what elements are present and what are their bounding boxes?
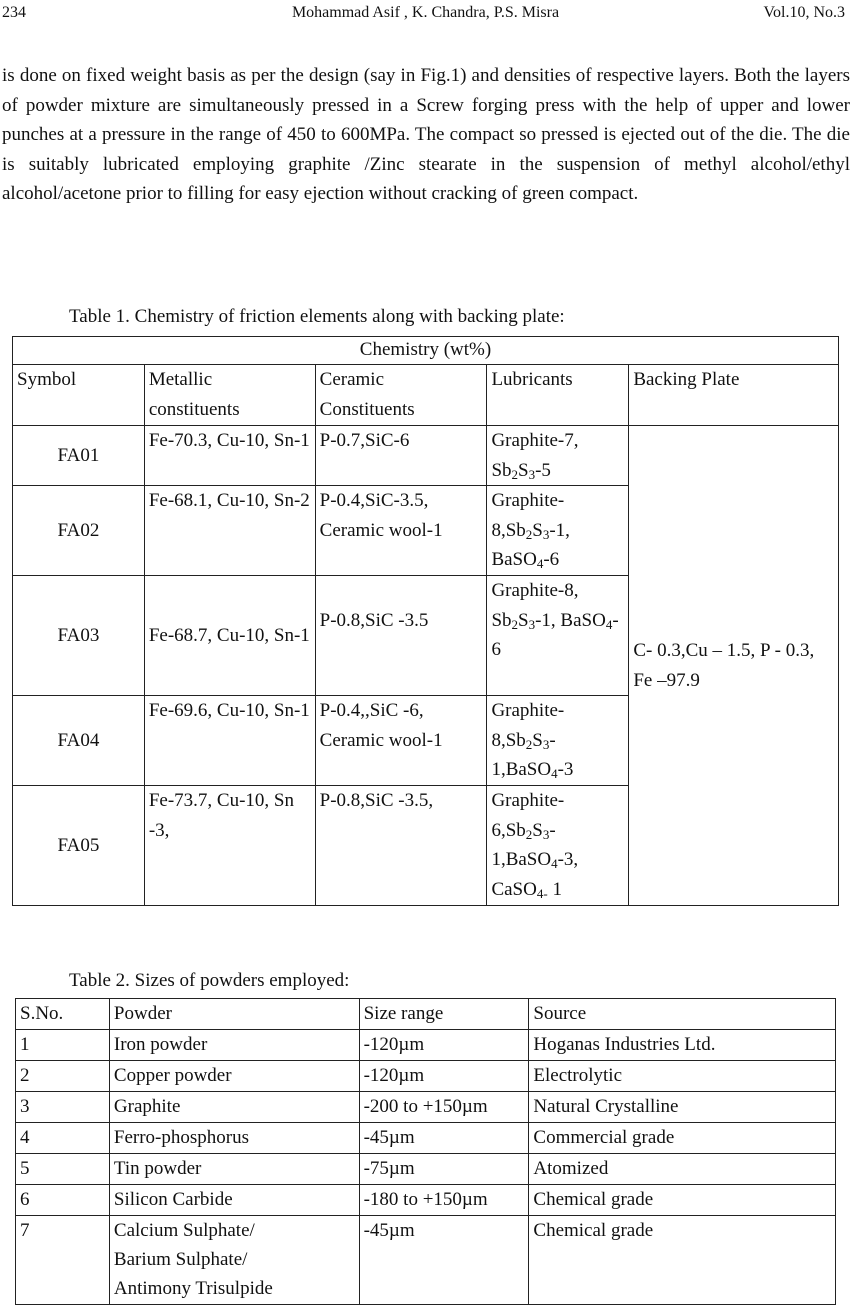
sno-cell: 1: [16, 1030, 110, 1061]
powder-cell: Copper powder: [109, 1061, 359, 1092]
table1-chemistry: [12, 336, 839, 906]
table-row: [16, 1030, 836, 1061]
powder-cell: Iron powder: [109, 1030, 359, 1061]
table-row: [16, 1092, 836, 1123]
table1-group-header: Chemistry (wt%): [13, 337, 839, 365]
volume-info: Vol.10, No.3: [763, 4, 845, 21]
symbol-cell: FA02: [13, 486, 145, 576]
header-metallic-line2: constituents: [148, 398, 240, 420]
powder-cell: Silicon Carbide: [109, 1185, 359, 1216]
source-cell: Hoganas Industries Ltd.: [529, 1030, 836, 1061]
table2-header-powder: Powder: [109, 999, 359, 1030]
size-cell: -75µm: [359, 1154, 529, 1185]
sno-cell: 4: [16, 1123, 110, 1154]
lubricants-cell: Graphite-8, $Sb_2S_3-1$, BaSO$_4$-6: [487, 576, 629, 696]
body-paragraph: is done on fixed weight basis as per the design (say in Fig.1) and densities of respective layers. Both the layers of powder mixture are simultaneously pressed in a Screw forging press with the help of upper and lower punches at a pressure in the range of 450 to 600MPa. The compact so pressed is ejected out of the die. The die is suitably lubricated employing graphite /Zinc stearate in the suspension of methyl alcohol/ethyl alcohol/acetone prior to filling for easy ejection without cracking of green compact.: [2, 65, 850, 204]
lubricants-cell: Graphite-7, $Sb_2S_3-5$: [487, 426, 629, 486]
sno-cell: 6: [16, 1185, 110, 1216]
powder-line1: Calcium Sulphate/: [113, 1220, 255, 1241]
table1-caption: Table 1. Chemistry of friction elements along with backing plate:: [69, 306, 565, 327]
sno-cell: 5: [16, 1154, 110, 1185]
metallic-cell: Fe-73.7, Cu-10, Sn -3,: [144, 786, 315, 906]
table1-header-ceramic: [315, 365, 487, 426]
ceramic-cell: P-0.7,SiC-6: [315, 426, 487, 486]
lubricants-cell: Graphite- $8,Sb_2S_3-$ 1,BaSO$_4$-3: [487, 696, 629, 786]
metallic-cell: Fe-68.1, Cu-10, Sn-2: [144, 486, 315, 576]
metallic-cell: Fe-68.7, Cu-10, Sn-1: [144, 576, 315, 696]
header-ceramic-line1: Ceramic: [319, 369, 384, 390]
powder-line3: Antimony Trisulpide: [113, 1278, 273, 1299]
table2-caption: Table 2. Sizes of powders employed:: [69, 970, 350, 991]
source-cell: Atomized: [529, 1154, 836, 1185]
header-ceramic-line2: Constituents: [319, 398, 415, 420]
table1-header-symbol: Symbol: [13, 365, 145, 426]
size-cell: -180 to +150µm: [359, 1185, 529, 1216]
table-row: [16, 1061, 836, 1092]
table1-header-backing: Backing Plate: [629, 365, 839, 426]
table-row: [16, 1154, 836, 1185]
table-row: [16, 1216, 836, 1305]
sno-cell: 2: [16, 1061, 110, 1092]
size-cell: -45µm: [359, 1216, 529, 1305]
table-row: [16, 1185, 836, 1216]
table2-powder-sizes: [15, 998, 836, 1305]
ceramic-cell: P-0.8,SiC -3.5: [315, 576, 487, 696]
table2-header-size: Size range: [359, 999, 529, 1030]
table2-header-row: [16, 999, 836, 1030]
lubricants-cell: Graphite- $6,Sb_2S_3-$ 1,BaSO$_4$-3, CaSO$_{4-}$ 1: [487, 786, 629, 906]
source-cell: Chemical grade: [529, 1185, 836, 1216]
powder-cell: Tin powder: [109, 1154, 359, 1185]
running-authors: Mohammad Asif , K. Chandra, P.S. Misra: [291, 4, 560, 21]
powder-cell: Graphite: [109, 1092, 359, 1123]
symbol-cell: FA03: [13, 576, 145, 696]
size-cell: -120µm: [359, 1030, 529, 1061]
source-cell: Natural Crystalline: [529, 1092, 836, 1123]
table-row: [16, 1123, 836, 1154]
sno-cell: 3: [16, 1092, 110, 1123]
backing-plate-cell: C- 0.3,Cu – 1.5, P - 0.3, Fe –97.9: [629, 426, 839, 906]
ceramic-cell: P-0.4,SiC-3.5, Ceramic wool-1: [315, 486, 487, 576]
source-cell: Commercial grade: [529, 1123, 836, 1154]
table2-header-source: Source: [529, 999, 836, 1030]
table-row: [13, 426, 839, 486]
metallic-cell: Fe-70.3, Cu-10, Sn-1: [144, 426, 315, 486]
table1-header-metallic: [144, 365, 315, 426]
page-header: [0, 0, 851, 28]
symbol-cell: FA05: [13, 786, 145, 906]
size-cell: -200 to +150µm: [359, 1092, 529, 1123]
table2-header-sno: S.No.: [16, 999, 110, 1030]
powder-cell: Ferro-phosphorus: [109, 1123, 359, 1154]
ceramic-cell: P-0.4,,SiC -6, Ceramic wool-1: [315, 696, 487, 786]
page-number: 234: [2, 4, 26, 21]
ceramic-cell: P-0.8,SiC -3.5,: [315, 786, 487, 906]
metallic-cell: Fe-69.6, Cu-10, Sn-1: [144, 696, 315, 786]
powder-line2: Barium Sulphate/: [113, 1249, 248, 1270]
sno-cell: 7: [16, 1216, 110, 1305]
size-cell: -45µm: [359, 1123, 529, 1154]
source-cell: Chemical grade: [529, 1216, 836, 1305]
size-cell: -120µm: [359, 1061, 529, 1092]
lubricants-cell: Graphite- $8,Sb_2S_3-1$, BaSO$_4$-6: [487, 486, 629, 576]
source-cell: Electrolytic: [529, 1061, 836, 1092]
symbol-cell: FA04: [13, 696, 145, 786]
header-metallic-line1: Metallic: [148, 369, 213, 390]
powder-cell: [109, 1216, 359, 1305]
symbol-cell: FA01: [13, 426, 145, 486]
table1-header-lubricants: Lubricants: [487, 365, 629, 426]
